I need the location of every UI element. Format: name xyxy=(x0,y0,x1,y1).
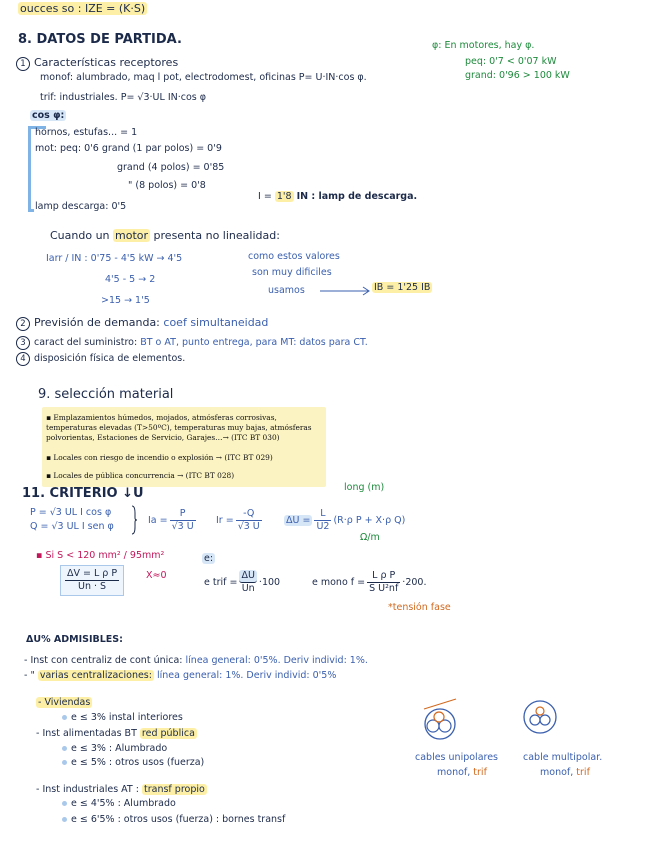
viv-item-1: e ≤ 3% instal interiores xyxy=(62,712,183,723)
hornos-line: hornos, estufas... = 1 xyxy=(35,127,138,138)
q-equation: Q = √3 UL I sen φ xyxy=(30,521,114,532)
multipolar-sub: monof, trif xyxy=(540,767,590,778)
adm-line-2: - " varias centralizaciones: línea general: 1%. Deriv individ: 0'5% xyxy=(24,670,337,681)
i-equation: I = 1'8 IN : lamp de descarga. xyxy=(258,191,418,202)
bracket-bottom xyxy=(28,209,34,212)
etrif-formula: e trif = $\frac{\Delta U}{Un}$ ·100 xyxy=(204,570,281,594)
unipolar-cables-icon xyxy=(418,697,466,743)
multipolar-cable-icon xyxy=(520,697,560,737)
inst-industriales: - Inst industriales AT : transf propio xyxy=(36,784,205,795)
bullet-icon xyxy=(62,715,67,720)
emono-formula: e mono f = $\frac{\text{L ρ P}}{\text{S U²nf}}$ ·200. xyxy=(312,570,427,594)
number-3-icon: 3 xyxy=(16,336,30,350)
arrow-right-icon xyxy=(318,285,374,297)
trif-line: trif: industriales. P= √3·UL IN·cos φ xyxy=(40,92,207,103)
green-note-2: peq: 0'7 < 0'07 kW xyxy=(465,56,557,67)
alim-item-2: e ≤ 5% : otros usos (fuerza) xyxy=(62,757,204,768)
grand4-line: grand (4 polos) = 0'85 xyxy=(117,162,225,173)
dv-formula: $\frac{\text{ΔV = L ρ P}}{Un \cdot S}$ xyxy=(58,565,126,596)
iarr-row3: >15 → 1'5 xyxy=(101,295,150,306)
ia-formula: Ia = $\frac{P}{√3 U}$ xyxy=(148,508,194,532)
bullet-icon xyxy=(62,801,67,806)
mot-line: mot: peq: 0'6 grand (1 par polos) = 0'9 xyxy=(35,143,222,154)
como-note: como estos valores xyxy=(248,251,340,262)
e-label: e: xyxy=(204,553,214,564)
section-8-title: 8. DATOS DE PARTIDA. xyxy=(18,32,182,47)
iarr-row1: Iarr / IN : 0'75 - 4'5 kW → 4'5 xyxy=(46,253,183,264)
ir-formula: Ir = $\frac{-Q}{√3 U}$ xyxy=(216,508,260,532)
number-4-icon: 4 xyxy=(16,352,30,366)
usamos-note: usamos xyxy=(268,285,305,296)
item-4: 4 disposición física de elementos. xyxy=(16,352,185,366)
iarr-row2: 4'5 - 5 → 2 xyxy=(105,274,156,285)
long-note: long (m) xyxy=(344,482,385,493)
top-formula: oucces so : IZE = (K·S) xyxy=(20,2,146,15)
cos-label: cos φ: xyxy=(32,110,65,121)
multipolar-label: cable multipolar. xyxy=(523,752,603,763)
item-2: 2 Previsión de demanda: coef simultaneidad xyxy=(16,316,268,331)
ib-formula: IB = 1'25 IB xyxy=(374,282,431,293)
inst-alim: - Inst alimentadas BT red pública xyxy=(36,728,195,739)
item-1: 1 Características receptores xyxy=(16,56,178,71)
alim-item-1: e ≤ 3% : Alumbrado xyxy=(62,743,167,754)
son-note: son muy dificiles xyxy=(252,267,332,278)
section-9-title: 9. selección material xyxy=(38,387,174,402)
admisibles-title: ΔU% ADMISIBLES: xyxy=(26,634,123,645)
bullet-icon xyxy=(62,746,67,751)
itc-item-3: ▪ Locales de pública concurrencia → (ITC BT 028) xyxy=(46,471,235,480)
du-formula: ΔU = $\frac{L}{U2}$ (R·ρ P + X·ρ Q) xyxy=(286,508,406,532)
p-equation: P = √3 UL I cos φ xyxy=(30,507,112,518)
itc-item-2: ▪ Locales con riesgo de incendio o explosión → (ITC BT 029) xyxy=(46,453,273,462)
brace-icon xyxy=(131,505,137,535)
item-3: 3 caract del suministro: BT o AT, punto entrega, para MT: datos para CT. xyxy=(16,336,368,350)
bracket-bar xyxy=(28,126,31,212)
green-note-1: φ: En motores, hay φ. xyxy=(432,40,535,51)
ind-item-1: e ≤ 4'5% : Alumbrado xyxy=(62,798,176,809)
bullet-icon xyxy=(62,817,67,822)
itc-box xyxy=(42,407,326,487)
monof-line: monof: alumbrado, maq l pot, electrodomest, oficinas P= U·IN·cos φ. xyxy=(40,72,367,83)
x-zero: X≈0 xyxy=(146,570,167,581)
green-note-3: grand: 0'96 > 100 kW xyxy=(465,70,570,81)
tension-note: *tensión fase xyxy=(388,602,451,613)
lamp-line: lamp descarga: 0'5 xyxy=(35,201,127,212)
viviendas: - Viviendas xyxy=(38,697,91,708)
number-1-icon: 1 xyxy=(16,57,30,71)
itc-item-1: ▪ Emplazamientos húmedos, mojados, atmósferas corrosivas, temperaturas elevadas (T>50ºC), temperaturas muy bajas, atmósferas polvorientas, Estaciones de Servicio, Garajes…→ (ITC BT 030) xyxy=(46,413,312,442)
adm-line-1: - Inst con centraliz de cont única: línea general: 0'5%. Deriv individ: 1%. xyxy=(24,655,368,666)
unipolar-label: cables unipolares xyxy=(415,752,499,763)
polos8-line: " (8 polos) = 0'8 xyxy=(128,180,206,191)
ohm-note: Ω/m xyxy=(360,532,380,543)
unipolar-sub: monof, trif xyxy=(437,767,487,778)
si-condition: ▪ Si S < 120 mm² / 95mm² xyxy=(36,550,165,561)
ind-item-2: e ≤ 6'5% : otros usos (fuerza) : bornes transf xyxy=(62,814,285,825)
bullet-icon xyxy=(62,760,67,765)
number-2-icon: 2 xyxy=(16,317,30,331)
section-11-title: 11. CRITERIO ↓U xyxy=(22,486,144,501)
cuando-line: Cuando un motor presenta no linealidad: xyxy=(50,229,280,242)
